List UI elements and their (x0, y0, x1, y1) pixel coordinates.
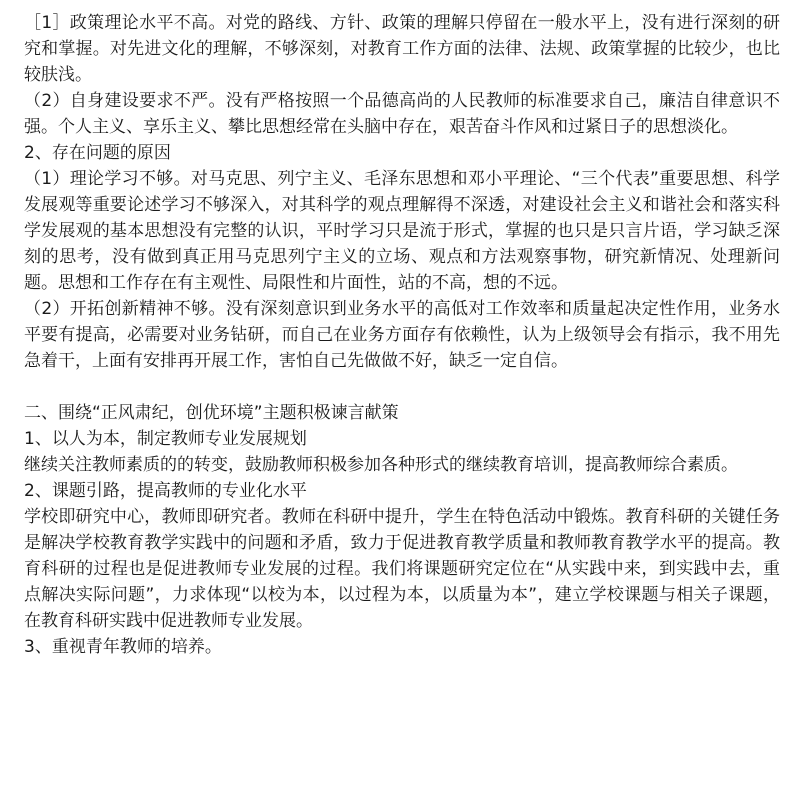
heading-people-oriented: 1、以人为本，制定教师专业发展规划 (24, 429, 307, 449)
heading-section-two: 二、围绕“正风肃纪，创优环境”主题积极谏言献策 (24, 403, 399, 423)
paragraph-innovation-spirit: （2）开拓创新精神不够。没有深刻意识到业务水平的高低对工作效率和质量起决定性作用，业务水平要有提高，必需要对业务钻研，而自己在业务方面存有依赖性，认为上级领导会有指示，我不用先急着干，上面有安排再开展工作，害怕自己先做做不好，缺乏一定自信。 (24, 299, 780, 371)
paragraph-theory-study: （1）理论学习不够。对马克思、列宁主义、毛泽东思想和邓小平理论、“三个代表”重要思想、科学发展观等重要论述学习不够深入，对其科学的观点理解得不深透，对建设社会主义和谐社会和落实科学发展观的基本思想没有完整的认识，平时学习只是流于形式，掌握的也只是只言片语，学习缺乏深刻的思考，没有做到真正用马克思列宁主义的立场、观点和方法观察事物，研究新情况、处理新问题。思想和工作存在有主观性、局限性和片面性，站的不高，想的不远。 (24, 169, 780, 293)
heading-research-guidance: 2、课题引路，提高教师的专业化水平 (24, 481, 307, 501)
paragraph-policy-theory: ［1］政策理论水平不高。对党的路线、方针、政策的理解只停留在一般水平上，没有进行深刻的研究和掌握。对先进文化的理解，不够深刻，对教育工作方面的法律、法规、政策掌握的比较少，也比较肤浅。 (24, 13, 780, 85)
heading-young-teachers: 3、重视青年教师的培养。 (24, 637, 222, 657)
blank-line (24, 374, 780, 400)
paragraph-self-construction: （2）自身建设要求不严。没有严格按照一个品德高尚的人民教师的标准要求自己，廉洁自律意识不强。个人主义、享乐主义、攀比思想经常在头脑中存在，艰苦奋斗作风和过紧日子的思想淡化。 (24, 91, 780, 137)
paragraph-teacher-quality: 继续关注教师素质的的转变，鼓励教师积极参加各种形式的继续教育培训，提高教师综合素质。 (24, 455, 738, 475)
heading-problem-causes: 2、存在问题的原因 (24, 143, 171, 163)
document-body (24, 10, 780, 660)
paragraph-research-center: 学校即研究中心，教师即研究者。教师在科研中提升，学生在特色活动中锻炼。教育科研的关键任务是解决学校教育教学实践中的问题和矛盾，致力于促进教育教学质量和教师教育教学水平的提高。教育科研的过程也是促进教师专业发展的过程。我们将课题研究定位在“从实践中来，到实践中去，重点解决实际问题”，力求体现“以校为本，以过程为本，以质量为本”，建立学校课题与相关子课题，在教育科研实践中促进教师专业发展。 (24, 507, 780, 631)
